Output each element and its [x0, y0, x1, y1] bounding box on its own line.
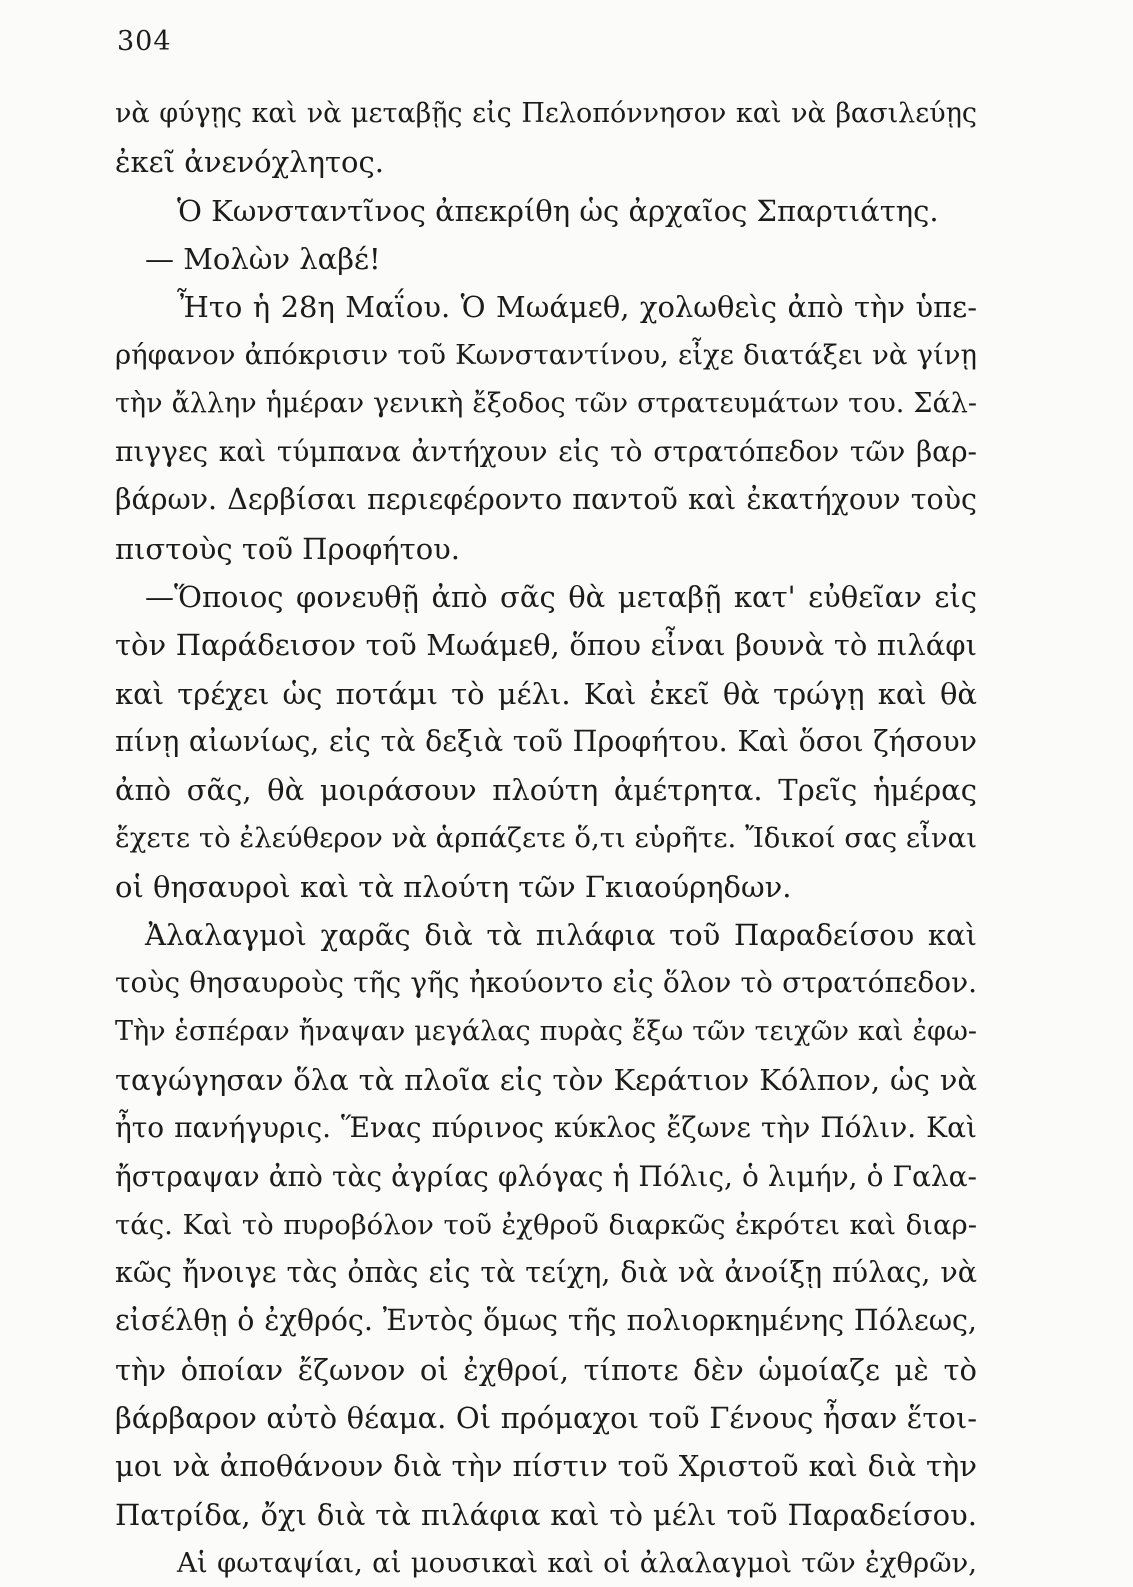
text-line: ταγώγησαν ὅλα τὰ πλοῖα εἰς τὸν Κεράτιον Κόλπον, ὡς νὰ: [115, 1062, 977, 1097]
text-line: κῶς ἤνοιγε τὰς ὀπὰς εἰς τὰ τείχη, διὰ νὰ ἀνοίξῃ πύλας, νὰ: [115, 1256, 977, 1290]
text-line: Πατρίδα, ὄχι διὰ τὰ πιλάφια καὶ τὸ μέλι τοῦ Παραδείσου.: [115, 1497, 977, 1532]
text-line: καὶ τρέχει ὡς ποτάμι τὸ μέλι. Καὶ ἐκεῖ θὰ τρώγῃ καὶ θὰ: [115, 676, 977, 711]
text-line: Ἦτο ἡ 28η Μαΐου. Ὁ Μωάμεθ, χολωθεὶς ἀπὸ τὴν ὑπε-: [177, 290, 977, 325]
text-line: οἱ θησαυροὶ καὶ τὰ πλούτη τῶν Γκιαούρηδων.: [115, 869, 792, 904]
text-line: τοὺς θησαυροὺς τῆς γῆς ἠκούοντο εἰς ὅλον τὸ στρατόπεδον.: [115, 966, 977, 1000]
text-line: βάρων. Δερβίσαι περιεφέροντο παντοῦ καὶ ἐκατήχουν τοὺς: [115, 483, 977, 517]
text-line: τὸν Παράδεισον τοῦ Μωάμεθ, ὅπου εἶναι βουνὰ τὸ πιλάφι: [115, 628, 977, 663]
text-line: τὴν ἄλλην ἡμέραν γενικὴ ἔξοδος τῶν στρατευμάτων του. Σάλ-: [115, 387, 977, 419]
text-line: Ὁ Κωνσταντῖνος ἀπεκρίθη ὡς ἀρχαῖος Σπαρτιάτης.: [177, 193, 939, 228]
text-line: —Ὅποιος φονευθῇ ἀπὸ σᾶς θὰ μεταβῇ κατ' εὐθεῖαν εἰς: [145, 579, 977, 614]
text-line: ρήφανον ἀπόκρισιν τοῦ Κωνσταντίνου, εἶχε διατάξει νὰ γίνῃ: [115, 339, 977, 372]
text-line: Αἱ φωταψίαι, αἱ μουσικαὶ καὶ οἱ ἀλαλαγμοὶ τῶν ἐχθρῶν,: [177, 1546, 977, 1579]
text-line: ἔχετε τὸ ἐλεύθερον νὰ ἁρπάζετε ὅ,τι εὑρῆτε. Ἴδικοί σας εἶναι: [115, 822, 977, 855]
text-line: Τὴν ἑσπέραν ἤναψαν μεγάλας πυρὰς ἔξω τῶν τειχῶν καὶ ἐφω-: [115, 1015, 977, 1047]
text-line: ἐκεῖ ἀνενόχλητος.: [115, 145, 384, 180]
text-line: μοι νὰ ἀποθάνουν διὰ τὴν πίστιν τοῦ Χριστοῦ καὶ διὰ τὴν: [115, 1449, 977, 1484]
text-line: ἦτο πανήγυρις. Ἕνας πύρινος κύκλος ἔζωνε τὴν Πόλιν. Καὶ: [115, 1111, 977, 1145]
text-line: πιγγες καὶ τύμπανα ἀντήχουν εἰς τὸ στρατόπεδον τῶν βαρ-: [115, 435, 977, 469]
text-line: τάς. Καὶ τὸ πυροβόλον τοῦ ἐχθροῦ διαρκῶς ἐκρότει καὶ διαρ-: [115, 1208, 977, 1241]
text-line: — Μολὼν λαβέ!: [145, 241, 381, 276]
body-text: [115, 90, 977, 1587]
text-line: ἀπὸ σᾶς, θὰ μοιράσουν πλούτη ἀμέτρητα. Τρεῖς ἡμέρας: [115, 773, 977, 808]
text-line: νὰ φύγῃς καὶ νὰ μεταβῇς εἰς Πελοπόννησον καὶ νὰ βασιλεύῃς: [115, 98, 977, 129]
text-line: τὴν ὁποίαν ἔζωνον οἱ ἐχθροί, τίποτε δὲν ὡμοίαζε μὲ τὸ: [115, 1352, 977, 1387]
text-line: πιστοὺς τοῦ Προφήτου.: [115, 531, 460, 566]
text-line: εἰσέλθῃ ὁ ἐχθρός. Ἐντὸς ὅμως τῆς πολιορκημένης Πόλεως,: [115, 1304, 977, 1338]
text-line: Ἀλαλαγμοὶ χαρᾶς διὰ τὰ πιλάφια τοῦ Παραδείσου καὶ: [145, 918, 977, 953]
text-line: πίνῃ αἰωνίως, εἰς τὰ δεξιὰ τοῦ Προφήτου. Καὶ ὅσοι ζήσουν: [115, 724, 977, 758]
text-line: βάρβαρον αὐτὸ θέαμα. Οἱ πρόμαχοι τοῦ Γένους ἦσαν ἕτοι-: [115, 1401, 977, 1436]
text-line: ἤστραψαν ἀπὸ τὰς ἀγρίας φλόγας ἡ Πόλις, ὁ λιμήν, ὁ Γαλα-: [115, 1159, 977, 1193]
page-number: 304: [117, 26, 172, 57]
